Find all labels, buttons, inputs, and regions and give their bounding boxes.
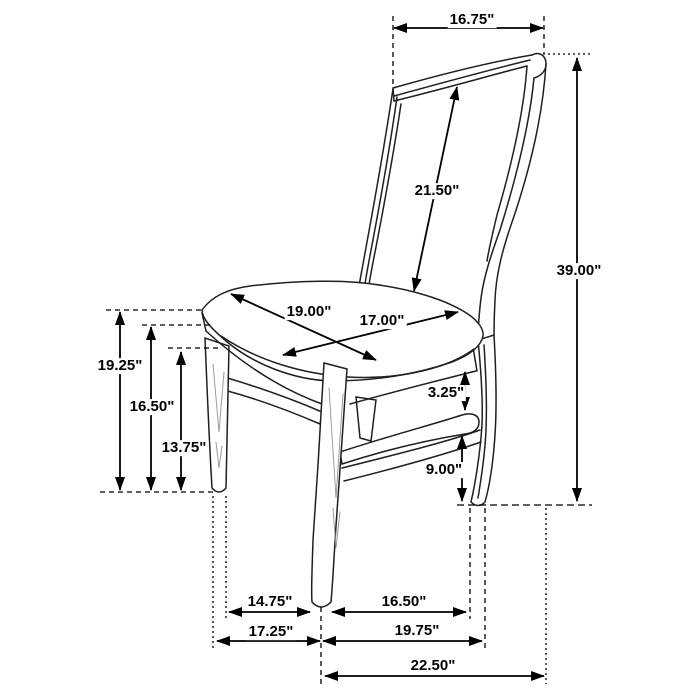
dimension-label-seat-height: 19.25" [97, 357, 143, 375]
dimension-label-back-depth: 19.75" [394, 622, 440, 640]
front-right-leg [312, 363, 347, 607]
dimension-label-front-to-back-leg-spacing: 16.50" [381, 593, 427, 611]
dimension-label-seat-depth: 19.00" [286, 303, 332, 321]
front-left-leg [205, 338, 229, 492]
dimension-label-apron-bottom-height: 13.75" [161, 439, 207, 457]
dimension-label-front-leg-spacing: 14.75" [247, 593, 293, 611]
back-right-stile-mid [487, 66, 527, 261]
dimension-label-stretcher-to-floor: 9.00" [425, 461, 463, 479]
dimension-label-overall-depth: 22.50" [410, 657, 456, 675]
back-top-rail-line3 [394, 66, 527, 101]
back-left-leg [356, 397, 376, 441]
dimension-label-back-height-diagonal: 21.50" [414, 182, 460, 200]
back-left-stile-inner [367, 104, 401, 298]
left-side-stretcher [224, 377, 322, 424]
dimension-label-overall-height: 39.00" [556, 262, 602, 280]
back-corner-cap [532, 54, 546, 78]
back-left-stile-mid [363, 97, 397, 298]
dimension-label-seat-width: 17.00" [359, 312, 405, 330]
chair [202, 54, 546, 607]
dimension-label-frame-height: 16.50" [129, 398, 175, 416]
back-top-rail-line2 [394, 60, 530, 96]
dimension-label-back-top-width: 16.75" [449, 11, 495, 29]
dimension-label-front-width: 17.25" [248, 623, 294, 641]
dimension-label-apron-to-stretcher-gap: 3.25" [427, 384, 465, 402]
back-left-stile-outer [357, 89, 393, 299]
back-right-stile-inner [478, 78, 534, 341]
